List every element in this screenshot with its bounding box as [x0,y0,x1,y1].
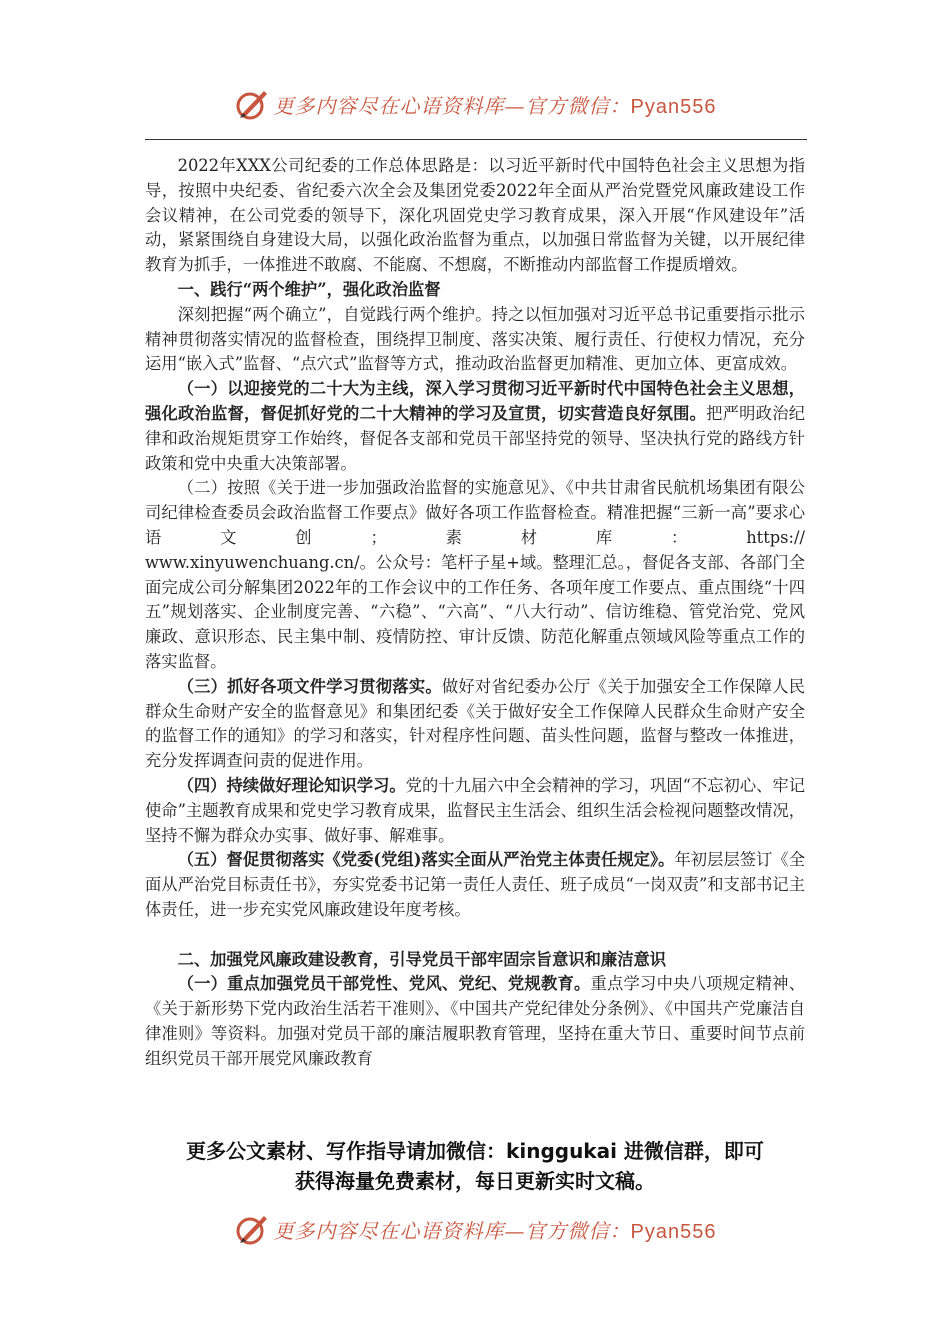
section-1-5-text: 年初层层签订《全面从严治党目标责任书》，夯实党委书记第一责任人责任、班子成员“一岗双责”和支部书记主体责任，进一步充实党风廉政建设年度考核。 [145,850,805,919]
pen-logo-icon [234,1211,270,1247]
promo-notice [145,1136,805,1196]
section-1-5-paragraph [145,848,805,922]
promo-line-2: 获得海量免费素材，每日更新实时文稿。 [295,1169,655,1193]
section-1-5-heading: （五）督促贯彻落实《党委(党组)落实全面从严治党主体责任规定》。 [177,850,675,870]
section-1-3-heading: （三）抓好各项文件学习贯彻落实。 [177,676,442,696]
intro-paragraph: 2022年XXX公司纪委的工作总体思路是：以习近平新时代中国特色社会主义思想为指导，按照中央纪委、省纪委六次全会及集团党委2022年全面从严治党暨党风廉政建设工作会议精神，在公司党委的领导下，深化巩固党史学习教育成果，深入开展“作风建设年”活动，紧紧围绕自身建设大局，以强化政治监督为重点，以加强日常监督为关键，以开展纪律教育为抓手，一体推进不敢腐、不能腐、不想腐，不断推动内部监督工作提质增效。 [145,156,805,275]
section-1-3-text: 做好对省纪委办公厅《关于加强安全工作保障人民群众生命财产安全的监督意见》和集团纪委《关于做好安全工作保障人民群众生命财产安全的监督工作的通知》的学习和落实，针对程序性问题、苗头性问题，监督与整改一体推进，充分发挥调查问责的促进作用。 [145,676,805,771]
section-1-1-paragraph [145,377,805,476]
footer-banner [0,1209,950,1249]
blank-line [145,923,805,948]
section-2-title: 二、加强党风廉政建设教育，引导党员干部牢固宗旨意识和廉洁意识 [177,949,667,969]
section-1-4-heading: （四）持续做好理论知识学习。 [177,775,406,795]
document-body [145,154,805,1071]
section-1-4-paragraph [145,774,805,848]
section-1-2-paragraph-end: www.xinyuwenchuang.cn/。公众号：笔杆子星+域。整理汇总。，督促各支部、各部门全面完成公司分解集团2022年的工作会议中的工作任务、各项年度工作要点、重点围绕“十四五”规划落实、企业制度完善、“六稳”、“六高”、“八大行动”、信访维稳、管党治党、党风廉政、意识形态、民主集中制、疫情防控、审计反馈、防范化解重点领域风险等重点工作的落实监督。 [145,552,805,671]
section-2-1-heading: （一）重点加强党员干部党性、党风、党纪、党规教育。 [177,974,591,994]
section-1-paragraph: 深刻把握“两个确立”，自觉践行两个维护。持之以恒加强对习近平总书记重要指示批示精神贯彻落实情况的监督检查，围绕捍卫制度、落实决策、履行责任、行使权力情况，充分运用“嵌入式”监督、“点穴式”监督等方式，推动政治监督更加精准、更加立体、更富成效。 [145,304,805,374]
section-1-title: 一、践行“两个维护”，强化政治监督 [177,279,441,299]
header-divider [145,139,807,140]
footer-banner-text: 更多内容尽在心语资料库—官方微信：Pyan556 [273,1218,717,1243]
section-1-2-paragraph-start: （二）按照《关于进一步加强政治监督的实施意见》、《中共甘肃省民航机场集团有限公司纪律检查委员会政治监督工作要点》做好各项工作监督检查。精准把握“三新一高”要求心语文创；素材库：https:// [145,478,805,547]
pen-logo-icon [234,86,270,122]
section-1-4-text: 党的十九届六中全会精神的学习，巩固“不忘初心、牢记使命”主题教育成果和党史学习教育成果，监督民主生活会、组织生活会检视问题整改情况，坚持不懈为群众办实事、做好事、解难事。 [145,775,805,845]
section-1-1-heading: （一）以迎接党的二十大为主线，深入学习贯彻习近平新时代中国特色社会主义思想，强化政治监督，督促抓好党的二十大精神的学习及宣贯，切实营造良好氛围。 [145,379,805,423]
section-1-1-text: 把严明政治纪律和政治规矩贯穿工作始终，督促各支部和党员干部坚持党的领导、坚决执行党的路线方针政策和党中央重大决策部署。 [145,403,805,473]
promo-line-1: 更多公文素材、写作指导请加微信：kinggukai 进微信群，即可 [186,1139,764,1163]
section-2-1-text: 重点学习中央八项规定精神、《关于新形势下党内政治生活若干准则》、《中国共产党纪律处分条例》、《中国共产党廉洁自律准则》等资料。加强对党员干部的廉洁履职教育管理，坚持在重大节日、重要时间节点前组织党员干部开展党风廉政教育 [145,974,805,1068]
header-banner [0,84,950,124]
header-banner-text: 更多内容尽在心语资料库—官方微信：Pyan556 [273,93,717,118]
section-1-3-paragraph [145,675,805,774]
section-2-1-paragraph [145,972,805,1071]
